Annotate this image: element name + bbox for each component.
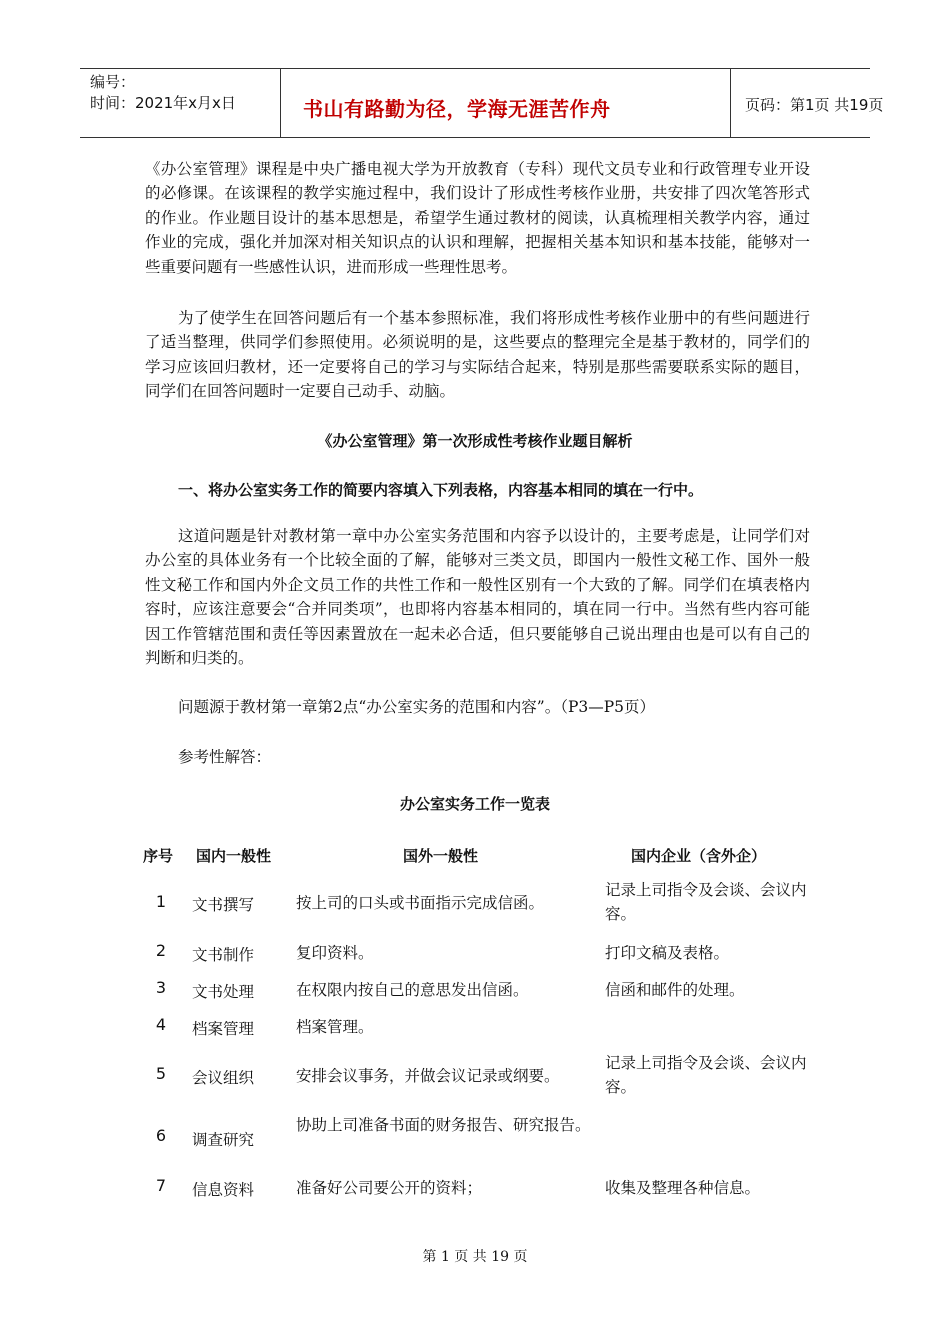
page-header [80, 68, 884, 138]
intro-paragraph-2: 为了使学生在回答问题后有一个基本参照标准，我们将形成性考核作业册中的有些问题进行了适当整理，供同学们参照使用。必须说明的是，这些要点的整理完全是基于教材的，同学们的学习应该回归教材，还一定要将自己的学习与实际结合起来，特别是那些需要联系实际的题目，同学们在回答问题时一定要自己动手、动脑。 [145, 309, 810, 401]
document-time-label: 时间：2021年x月x日 [90, 94, 236, 112]
header-page-info: 页码：第1页 共19页 [745, 96, 884, 114]
page-footer: 第 1 页 共 19 页 [422, 1249, 528, 1265]
table-header-number: 序号 [143, 847, 174, 865]
section-title: 《办公室管理》第一次形成性考核作业题目解析 [317, 432, 633, 450]
foreign-cell: 按上司的口头或书面指示完成信函。 [296, 894, 545, 912]
domestic-cell: 文书处理 [192, 983, 255, 1001]
foreign-cell: 在权限内按自己的意思发出信函。 [296, 981, 529, 999]
source-note: 问题源于教材第一章第2点“办公室实务的范围和内容”。（P3—P5页） [178, 698, 656, 716]
question-heading: 一、将办公室实务工作的简要内容填入下列表格，内容基本相同的填在一行中。 [178, 481, 704, 499]
table-header-domestic: 国内一般性 [196, 847, 272, 865]
enterprise-cell: 记录上司指令及会谈、会议内容。 [605, 1054, 807, 1096]
domestic-cell: 会议组织 [192, 1069, 255, 1087]
foreign-cell: 档案管理。 [296, 1018, 374, 1036]
domestic-cell: 调查研究 [192, 1131, 255, 1149]
reference-answer-label: 参考性解答： [178, 748, 272, 766]
header-motto-box [280, 69, 731, 137]
row-number: 3 [155, 978, 167, 997]
foreign-cell: 准备好公司要公开的资料； [296, 1179, 483, 1197]
enterprise-cell: 信函和邮件的处理。 [605, 981, 745, 999]
row-number: 7 [155, 1176, 167, 1195]
row-number: 6 [155, 1126, 167, 1145]
row-number: 4 [155, 1015, 167, 1034]
intro-paragraph-1: 《办公室管理》课程是中央广播电视大学为开放教育（专科）现代文员专业和行政管理专业开设的必修课。在该课程的教学实施过程中，我们设计了形成性考核作业册，共安排了四次笔答形式的作业。作业题目设计的基本思想是，希望学生通过教材的阅读，认真梳理相关教学内容，通过作业的完成，强化并加深对相关知识点的认识和理解，把握相关基本知识和基本技能，能够对一些重要问题有一些感性认识，进而形成一些理性思考。 [145, 160, 810, 276]
foreign-cell: 协助上司准备书面的财务报告、研究报告。 [296, 1116, 591, 1134]
table-header-enterprise: 国内企业（含外企） [631, 847, 767, 865]
domestic-cell: 信息资料 [192, 1181, 255, 1199]
enterprise-cell: 打印文稿及表格。 [605, 944, 730, 962]
enterprise-cell: 收集及整理各种信息。 [605, 1179, 761, 1197]
header-meta [90, 72, 236, 114]
enterprise-cell: 记录上司指令及会谈、会议内容。 [605, 881, 807, 923]
row-number: 1 [155, 892, 167, 911]
domestic-cell: 档案管理 [192, 1020, 255, 1038]
foreign-cell: 安排会议事务，并做会议记录或纲要。 [296, 1067, 560, 1085]
table-title: 办公室实务工作一览表 [399, 795, 550, 813]
domestic-cell: 文书制作 [192, 946, 255, 964]
table-header-foreign: 国外一般性 [403, 847, 479, 865]
row-number: 5 [155, 1064, 167, 1083]
document-number-label: 编号： [90, 73, 136, 91]
explanation-paragraph: 这道问题是针对教材第一章中办公室实务范围和内容予以设计的，主要考虑是，让同学们对办公室的具体业务有一个比较全面的了解，能够对三类文员，即国内一般性文秘工作、国外一般性文秘工作和国内外企文员工作的共性工作和一般性区别有一个大致的了解。同学们在填表格内容时，应该注意要会“合并同类项”，也即将内容基本相同的，填在同一行中。当然有些内容可能因工作管辖范围和责任等因素置放在一起未必合适，但只要能够自己说出理由也是可以有自己的判断和归类的。 [145, 527, 810, 668]
domestic-cell: 文书撰写 [192, 896, 255, 914]
foreign-cell: 复印资料。 [296, 944, 374, 962]
header-motto: 书山有路勤为径，学海无涯苦作舟 [303, 97, 611, 121]
row-number: 2 [155, 941, 167, 960]
